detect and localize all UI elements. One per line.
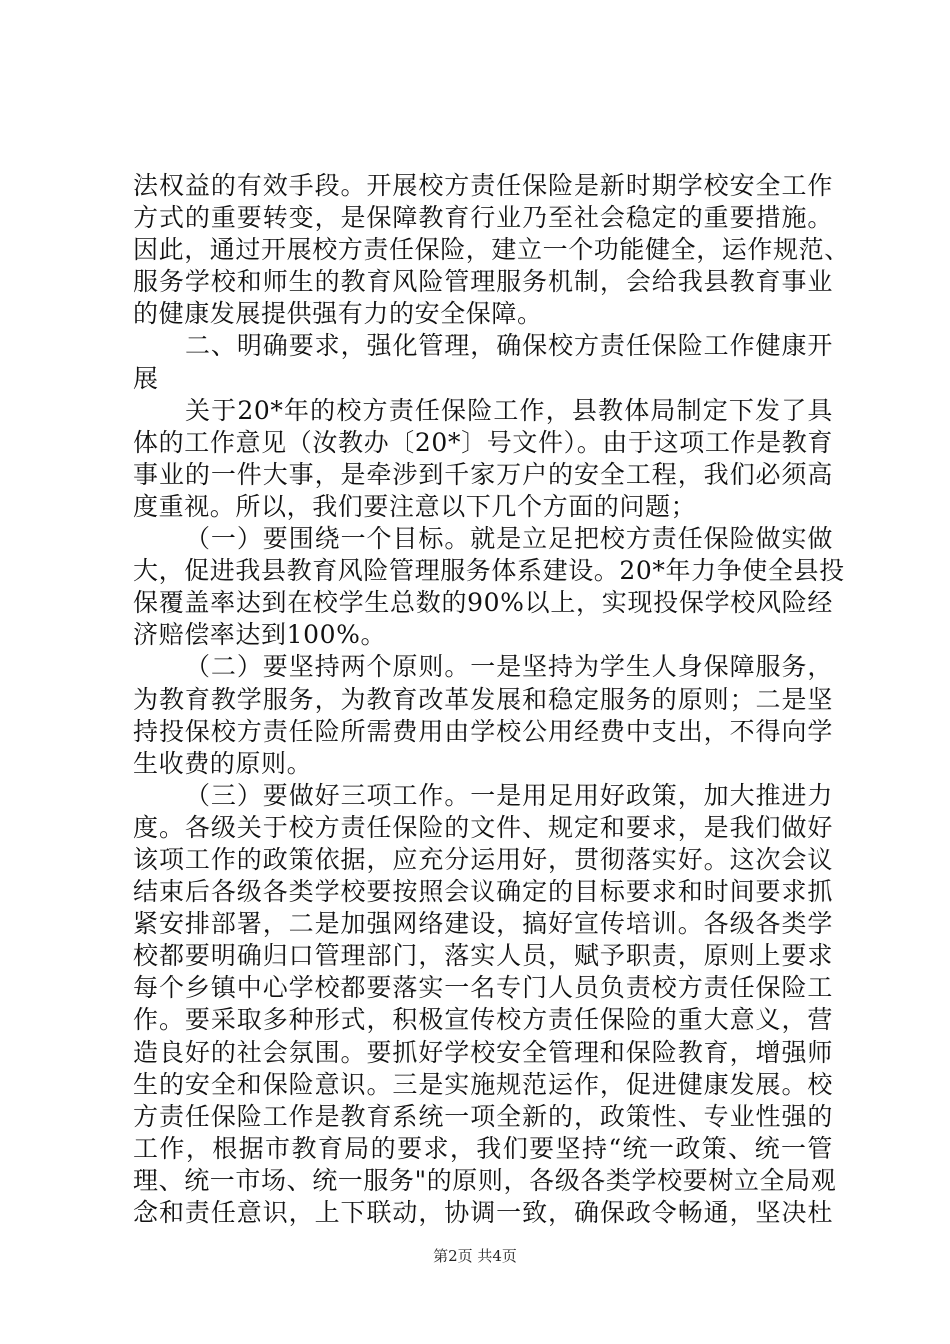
text-line: 结束后各级各类学校要按照会议确定的目标要求和时间要求抓 xyxy=(133,877,833,907)
text-line: 理、统一市场、统一服务"的原则，各级各类学校要树立全局观 xyxy=(133,1165,837,1195)
text-line: 事业的一件大事，是牵涉到千家万户的安全工程，我们必须高 xyxy=(133,459,833,489)
text-line: 该项工作的政策依据，应充分运用好，贯彻落实好。这次会议 xyxy=(133,844,833,874)
text-line: 工作，根据市教育局的要求，我们要坚持“统一政策、统一管 xyxy=(133,1133,833,1163)
text-line: 济赔偿率达到100%。 xyxy=(133,620,387,650)
text-line: 服务学校和师生的教育风险管理服务机制，会给我县教育事业 xyxy=(133,267,833,297)
document-body xyxy=(133,170,850,1229)
text-line: 法权益的有效手段。开展校方责任保险是新时期学校安全工作 xyxy=(133,171,833,200)
text-line: （三）要做好三项工作。一是用足用好政策，加大推进力 xyxy=(185,780,833,810)
text-line: 大，促进我县教育风险管理服务体系建设。20*年力争使全县投 xyxy=(133,556,845,586)
page-footer: 第2页 共4页 xyxy=(433,1247,517,1265)
text-line: 展 xyxy=(133,363,159,393)
text-line: 校都要明确归口管理部门，落实人员，赋予职责，原则上要求 xyxy=(133,941,833,971)
text-line: 方式的重要转变，是保障教育行业乃至社会稳定的重要措施。 xyxy=(133,203,833,233)
text-line: 生收费的原则。 xyxy=(133,748,313,778)
text-line: 因此，通过开展校方责任保险，建立一个功能健全，运作规范、 xyxy=(133,235,850,265)
text-line: 为教育教学服务，为教育改革发展和稳定服务的原则；二是坚 xyxy=(133,684,833,714)
text-line: 造良好的社会氛围。要抓好学校安全管理和保险教育，增强师 xyxy=(133,1037,833,1067)
text-line: 持投保校方责任险所需费用由学校公用经费中支出，不得向学 xyxy=(133,716,833,746)
text-line: 每个乡镇中心学校都要落实一名专门人员负责校方责任保险工 xyxy=(133,973,833,1003)
text-line: 生的安全和保险意识。三是实施规范运作，促进健康发展。校 xyxy=(133,1069,833,1099)
text-line: （二）要坚持两个原则。一是坚持为学生人身保障服务， xyxy=(185,652,833,682)
text-line: 方责任保险工作是教育系统一项全新的，政策性、专业性强的 xyxy=(133,1101,833,1131)
text-line: 二、明确要求，强化管理，确保校方责任保险工作健康开 xyxy=(185,331,833,361)
text-line: 的健康发展提供强有力的安全保障。 xyxy=(133,299,543,329)
text-line: 体的工作意见（汝教办〔20*〕号文件）。由于这项工作是教育 xyxy=(133,427,833,457)
text-line: 紧安排部署，二是加强网络建设，搞好宣传培训。各级各类学 xyxy=(133,909,833,939)
text-line: （一）要围绕一个目标。就是立足把校方责任保险做实做 xyxy=(185,524,833,554)
text-line: 念和责任意识，上下联动，协调一致，确保政令畅通，坚决杜 xyxy=(133,1198,833,1227)
text-line: 度重视。所以，我们要注意以下几个方面的问题； xyxy=(133,491,697,521)
text-line: 保覆盖率达到在校学生总数的90%以上，实现投保学校风险经 xyxy=(133,588,833,618)
text-line: 关于20*年的校方责任保险工作，县教体局制定下发了具 xyxy=(185,395,833,425)
text-line: 度。各级关于校方责任保险的文件、规定和要求，是我们做好 xyxy=(133,812,833,842)
text-line: 作。要采取多种形式，积极宣传校方责任保险的重大意义，营 xyxy=(133,1005,833,1035)
